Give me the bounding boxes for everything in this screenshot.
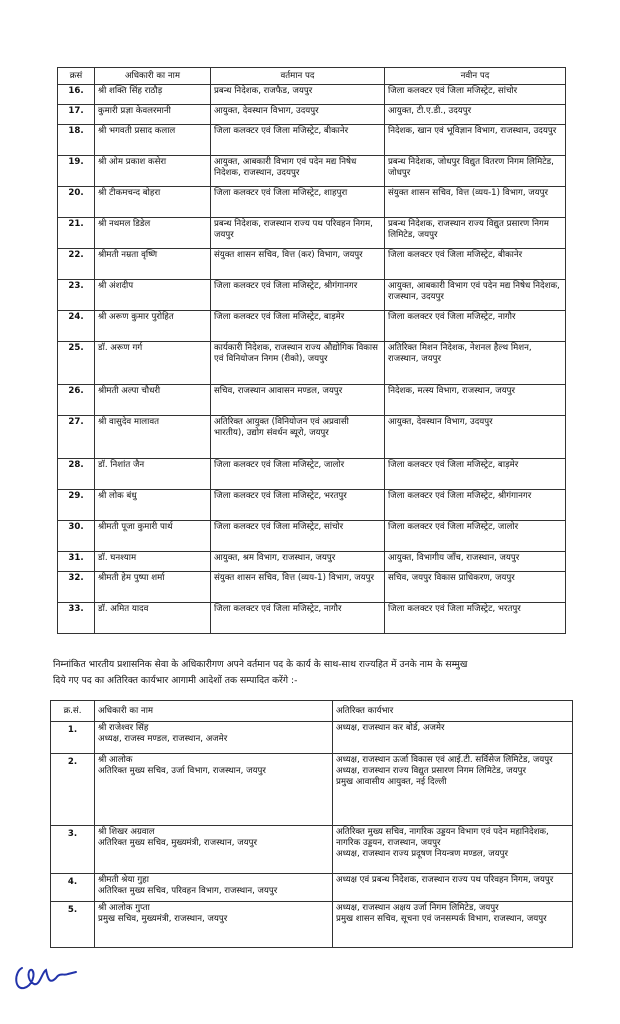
additional-charge-item: अध्यक्ष, राजस्थान कर बोर्ड, अजमेर: [336, 723, 445, 733]
serial-cell: 28.: [58, 459, 95, 490]
additional-charge-item: अतिरिक्त मुख्य सचिव, नागरिक उड्डयन विभाग एवं पदेन महानिदेशक, नागरिक उड्डयन, राजस्थान, जयपुर: [336, 827, 549, 848]
table-row: [58, 490, 566, 521]
additional-charge-cell: [333, 902, 573, 948]
officer-cell: [95, 902, 333, 948]
new-post-cell: जिला कलक्टर एवं जिला मजिस्ट्रेट, सांचोर: [385, 85, 566, 105]
officer-post: अतिरिक्त मुख्य सचिव, परिवहन विभाग, राजस्थान, जयपुर: [98, 886, 278, 896]
serial-cell: 4.: [51, 874, 95, 902]
table-row: [58, 603, 566, 634]
table-row: [51, 874, 573, 902]
serial-cell: 16.: [58, 85, 95, 105]
officer-post: अध्यक्ष, राजस्व मण्डल, राजस्थान, अजमेर: [98, 734, 228, 744]
officer-name-cell: श्री शक्ति सिंह राठौड़: [95, 85, 211, 105]
transfer-table: [57, 67, 566, 634]
new-post-cell: आयुक्त, देवस्थान विभाग, उदयपुर: [385, 416, 566, 459]
current-post-cell: अतिरिक्त आयुक्त (विनियोजन एवं अप्रवासी भारतीय), उद्योग संवर्धन ब्यूरो, जयपुर: [211, 416, 385, 459]
additional-charge-item: अध्यक्ष, राजस्थान ऊर्जा विकास एवं आई.टी. सर्विसेज लिमिटेड, जयपुर: [336, 755, 553, 765]
serial-cell: 30.: [58, 521, 95, 552]
additional-charge-item: प्रमुख शासन सचिव, सूचना एवं जनसम्पर्क विभाग, राजस्थान, जयपुर: [336, 914, 547, 924]
current-post-cell: जिला कलक्टर एवं जिला मजिस्ट्रेट, बाड़मेर: [211, 311, 385, 342]
table-row: [58, 572, 566, 603]
officer-name-cell: श्री अंशदीप: [95, 280, 211, 311]
current-post-cell: संयुक्त शासन सचिव, वित्त (व्यय-1) विभाग, जयपुर: [211, 572, 385, 603]
officer-cell: [95, 874, 333, 902]
table-row: [58, 385, 566, 416]
officer-cell: [95, 826, 333, 874]
officer-cell: [95, 754, 333, 826]
officer-name-cell: श्रीमती हेम पुष्पा शर्मा: [95, 572, 211, 603]
table-row: [51, 902, 573, 948]
new-post-cell: प्रबन्ध निदेशक, जोधपुर विद्युत वितरण निगम लिमिटेड, जोधपुर: [385, 156, 566, 187]
serial-cell: 2.: [51, 754, 95, 826]
additional-charge-item: अध्यक्ष, राजस्थान राज्य प्रदूषण नियन्त्रण मण्डल, जयपुर: [336, 849, 508, 859]
additional-charge-item: अध्यक्ष, राजस्थान राज्य विद्युत प्रसारण निगम लिमिटेड, जयपुर: [336, 766, 526, 776]
new-post-cell: जिला कलक्टर एवं जिला मजिस्ट्रेट, भरतपुर: [385, 603, 566, 634]
new-post-cell: सचिव, जयपुर विकास प्राधिकरण, जयपुर: [385, 572, 566, 603]
table-row: [51, 754, 573, 826]
current-post-cell: जिला कलक्टर एवं जिला मजिस्ट्रेट, जालोर: [211, 459, 385, 490]
signature: [12, 950, 82, 998]
new-post-cell: जिला कलक्टर एवं जिला मजिस्ट्रेट, जालोर: [385, 521, 566, 552]
serial-cell: 25.: [58, 342, 95, 385]
officer-post: प्रमुख सचिव, मुख्यमंत्री, राजस्थान, जयपुर: [98, 914, 228, 924]
additional-charge-cell: [333, 874, 573, 902]
serial-cell: 29.: [58, 490, 95, 521]
serial-cell: 24.: [58, 311, 95, 342]
table-row: [58, 342, 566, 385]
current-post-cell: आयुक्त, देवस्थान विभाग, उदयपुर: [211, 105, 385, 125]
current-post-cell: सचिव, राजस्थान आवासन मण्डल, जयपुर: [211, 385, 385, 416]
col-serial-header: क्रसं: [58, 68, 95, 85]
current-post-cell: जिला कलक्टर एवं जिला मजिस्ट्रेट, नागौर: [211, 603, 385, 634]
table-row: [58, 218, 566, 249]
serial-cell: 17.: [58, 105, 95, 125]
officer-name-cell: डॉ. अमित यादव: [95, 603, 211, 634]
officer-name: श्री राजेश्वर सिंह: [98, 723, 149, 733]
current-post-cell: प्रबन्ध निदेशक, राजस्थान राज्य पथ परिवहन निगम, जयपुर: [211, 218, 385, 249]
new-post-cell: प्रबन्ध निदेशक, राजस्थान राज्य विद्युत प्रसारण निगम लिमिटेड, जयपुर: [385, 218, 566, 249]
table-row: [58, 416, 566, 459]
current-post-cell: जिला कलक्टर एवं जिला मजिस्ट्रेट, श्रीगंगानगर: [211, 280, 385, 311]
officer-name-cell: श्री लोक बंधु: [95, 490, 211, 521]
serial-cell: 5.: [51, 902, 95, 948]
table-row: [58, 311, 566, 342]
officer-name: श्रीमती श्रेया गुहा: [98, 875, 149, 885]
new-post-cell: जिला कलक्टर एवं जिला मजिस्ट्रेट, बाड़मेर: [385, 459, 566, 490]
current-post-cell: कार्यकारी निदेशक, राजस्थान राज्य औद्योगिक विकास एवं विनियोजन निगम (रीको), जयपुर: [211, 342, 385, 385]
officer-name-cell: डॉ. निशांत जैन: [95, 459, 211, 490]
table-row: [51, 722, 573, 754]
new-post-cell: आयुक्त, आबकारी विभाग एवं पदेन मद्य निषेध निदेशक, राजस्थान, उदयपुर: [385, 280, 566, 311]
table-row: [58, 125, 566, 156]
additional-charge-table: [50, 700, 573, 948]
officer-name-cell: श्री टीकमचन्द बोहरा: [95, 187, 211, 218]
serial-cell: 19.: [58, 156, 95, 187]
serial-cell: 3.: [51, 826, 95, 874]
officer-name-cell: श्रीमती अल्पा चौधरी: [95, 385, 211, 416]
signature-stroke: [16, 968, 76, 988]
additional-charge-paragraph: [53, 657, 565, 689]
new-post-cell: आयुक्त, विभागीय जाँच, राजस्थान, जयपुर: [385, 552, 566, 572]
current-post-cell: जिला कलक्टर एवं जिला मजिस्ट्रेट, बीकानेर: [211, 125, 385, 156]
serial-cell: 33.: [58, 603, 95, 634]
table-row: [58, 85, 566, 105]
officer-name-cell: श्री नथमल डिडेल: [95, 218, 211, 249]
new-post-cell: जिला कलक्टर एवं जिला मजिस्ट्रेट, बीकानेर: [385, 249, 566, 280]
additional-charge-item: अध्यक्ष, राजस्थान अक्षय उर्जा निगम लिमिटेड, जयपुर: [336, 903, 499, 913]
officer-name-cell: श्रीमती नम्रता वृष्णि: [95, 249, 211, 280]
serial-cell: 22.: [58, 249, 95, 280]
additional-charge-item: अध्यक्ष एवं प्रबन्ध निदेशक, राजस्थान राज्य पथ परिवहन निगम, जयपुर: [336, 875, 554, 885]
additional-charge-cell: [333, 722, 573, 754]
officer-name-cell: कुमारी प्रज्ञा केवलरमानी: [95, 105, 211, 125]
current-post-cell: प्रबन्ध निदेशक, राजफैड, जयपुर: [211, 85, 385, 105]
officer-name-cell: डॉ. अरूण गर्ग: [95, 342, 211, 385]
table-row: [58, 156, 566, 187]
additional-charge-table-header: [51, 701, 573, 722]
officer-name: श्री आलोक गुप्ता: [98, 903, 150, 913]
new-post-cell: आयुक्त, टी.ए.डी., उदयपुर: [385, 105, 566, 125]
officer-post: अतिरिक्त मुख्य सचिव, उर्जा विभाग, राजस्थान, जयपुर: [98, 766, 266, 776]
officer-name-cell: डॉ. घनश्याम: [95, 552, 211, 572]
table-row: [58, 105, 566, 125]
col-officer-name-header: अधिकारी का नाम: [95, 68, 211, 85]
current-post-cell: आयुक्त, श्रम विभाग, राजस्थान, जयपुर: [211, 552, 385, 572]
transfer-table-header: [58, 68, 566, 85]
col-additional-charge-header: अतिरिक्त कार्यभार: [333, 701, 573, 722]
new-post-cell: अतिरिक्त मिशन निदेशक, नेशनल हैल्थ मिशन, राजस्थान, जयपुर: [385, 342, 566, 385]
new-post-cell: निदेशक, खान एवं भूविज्ञान विभाग, राजस्थान, उदयपुर: [385, 125, 566, 156]
officer-name-cell: श्री अरूण कुमार पुरोहित: [95, 311, 211, 342]
new-post-cell: निदेशक, मत्स्य विभाग, राजस्थान, जयपुर: [385, 385, 566, 416]
table-row: [58, 552, 566, 572]
officer-post: अतिरिक्त मुख्य सचिव, मुख्यमंत्री, राजस्थान, जयपुर: [98, 838, 258, 848]
table-row: [51, 826, 573, 874]
col-current-post-header: वर्तमान पद: [211, 68, 385, 85]
current-post-cell: जिला कलक्टर एवं जिला मजिस्ट्रेट, शाहपुरा: [211, 187, 385, 218]
col-officer-name-header: अधिकारी का नाम: [95, 701, 333, 722]
officer-name: श्री आलोक: [98, 755, 133, 765]
current-post-cell: संयुक्त शासन सचिव, वित्त (कर) विभाग, जयपुर: [211, 249, 385, 280]
additional-charge-item: प्रमुख आवासीय आयुक्त, नई दिल्ली: [336, 777, 447, 787]
table-row: [58, 249, 566, 280]
paragraph-line-2: दिये गए पद का अतिरिक्त कार्यभार आगामी आदेशों तक सम्पादित करेंगे :-: [53, 675, 298, 686]
new-post-cell: जिला कलक्टर एवं जिला मजिस्ट्रेट, श्रीगंगानगर: [385, 490, 566, 521]
table-row: [58, 280, 566, 311]
serial-cell: 23.: [58, 280, 95, 311]
col-serial-header: क्र.सं.: [51, 701, 95, 722]
serial-cell: 20.: [58, 187, 95, 218]
officer-name: श्री शिखर अग्रवाल: [98, 827, 155, 837]
serial-cell: 31.: [58, 552, 95, 572]
serial-cell: 1.: [51, 722, 95, 754]
current-post-cell: जिला कलक्टर एवं जिला मजिस्ट्रेट, सांचोर: [211, 521, 385, 552]
current-post-cell: जिला कलक्टर एवं जिला मजिस्ट्रेट, भरतपुर: [211, 490, 385, 521]
new-post-cell: जिला कलक्टर एवं जिला मजिस्ट्रेट, नागौर: [385, 311, 566, 342]
officer-cell: [95, 722, 333, 754]
table-row: [58, 187, 566, 218]
officer-name-cell: श्री वासुदेव मालावत: [95, 416, 211, 459]
serial-cell: 26.: [58, 385, 95, 416]
current-post-cell: आयुक्त, आबकारी विभाग एवं पदेन मद्य निषेध निदेशक, राजस्थान, उदयपुर: [211, 156, 385, 187]
additional-charge-cell: [333, 826, 573, 874]
table-row: [58, 459, 566, 490]
officer-name-cell: श्री ओम प्रकाश कसेरा: [95, 156, 211, 187]
new-post-cell: संयुक्त शासन सचिव, वित्त (व्यय-1) विभाग, जयपुर: [385, 187, 566, 218]
serial-cell: 27.: [58, 416, 95, 459]
serial-cell: 21.: [58, 218, 95, 249]
col-new-post-header: नवीन पद: [385, 68, 566, 85]
paragraph-line-1: निम्नांकित भारतीय प्रशासनिक सेवा के अधिकारीगण अपने वर्तमान पद के कार्य के साथ-साथ राज्यहित में उनके नाम के सम्मुख: [53, 659, 468, 670]
officer-name-cell: श्री भगवती प्रसाद कलाल: [95, 125, 211, 156]
additional-charge-cell: [333, 754, 573, 826]
officer-name-cell: श्रीमती पूजा कुमारी पार्थ: [95, 521, 211, 552]
serial-cell: 18.: [58, 125, 95, 156]
table-row: [58, 521, 566, 552]
serial-cell: 32.: [58, 572, 95, 603]
